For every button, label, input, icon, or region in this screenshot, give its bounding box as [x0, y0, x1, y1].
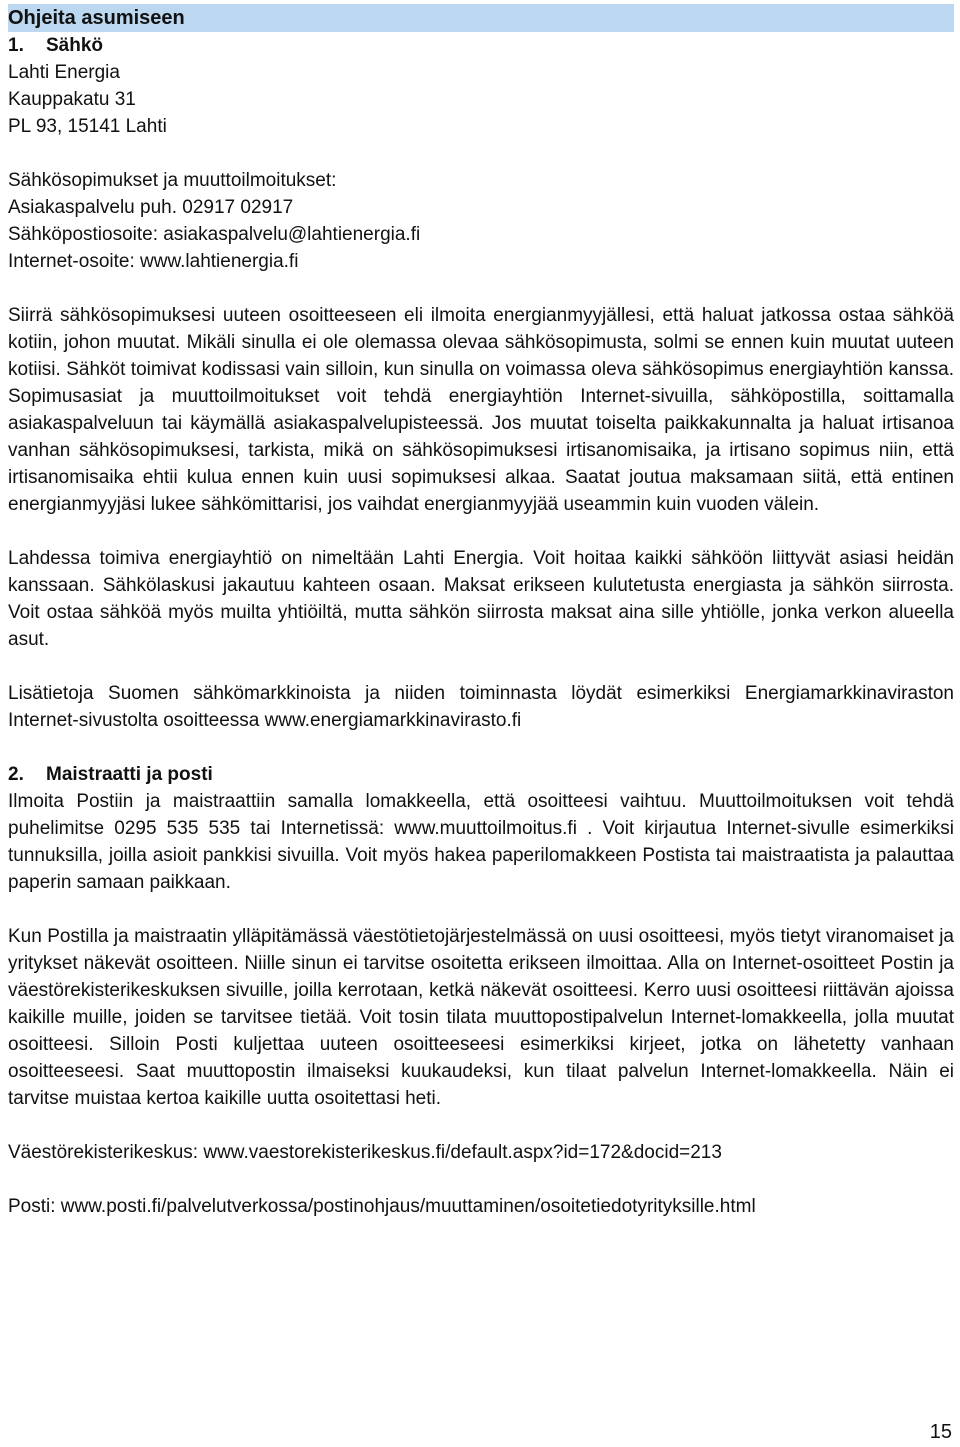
- section-1-paragraph-2: Lahdessa toimiva energiayhtiö on nimeltään Lahti Energia. Voit hoitaa kaikki sähköön liittyvät asiasi heidän kanssaan. Sähkölaskusi jakautuu kahteen osaan. Maksat erikseen kulutetusta energiasta ja sähkön siirrosta. Voit ostaa sähköä myös muilta yhtiöiltä, mutta sähkön siirrosta maksat aina sille yhtiölle, jonka verkon alueella asut.: [8, 548, 954, 650]
- section-2-title: Maistraatti ja posti: [46, 764, 213, 785]
- contact-line: Sähköpostiosoite: asiakaspalvelu@lahtienergia.fi: [8, 224, 421, 245]
- contact-line: Asiakaspalvelu puh. 02917 02917: [8, 197, 294, 218]
- section-2-paragraph-1: Ilmoita Postiin ja maistraattiin samalla lomakkeella, että osoitteesi vaihtuu. Muuttoilmoituksen voit tehdä puhelimitse 0295 535 535 tai Internetissä: www.muuttoilmoitus.fi . Voit kirjautua Internet-sivulle esimerkiksi tunnuksilla, joilla asioit pankkisi sivuilla. Voit myös hakea paperilomakkeen Postista tai maistraatista ja palauttaa paperin samaan paikkaan.: [8, 791, 954, 893]
- contact-line: Sähkösopimukset ja muuttoilmoitukset:: [8, 170, 337, 191]
- document-page: [8, 4, 954, 1220]
- vrk-link-line: Väestörekisterikeskus: www.vaestorekisterikeskus.fi/default.aspx?id=172&docid=213: [8, 1142, 722, 1163]
- contact-line: Internet-osoite: www.lahtienergia.fi: [8, 251, 299, 272]
- section-2-number: 2.: [8, 764, 24, 785]
- section-1-number: 1.: [8, 35, 24, 56]
- section-1-title: Sähkö: [46, 35, 104, 56]
- section-2-heading: [8, 761, 954, 788]
- address-line: Kauppakatu 31: [8, 89, 136, 110]
- section-2-paragraph-2: Kun Postilla ja maistraatin ylläpitämässä väestötietojärjestelmässä on uusi osoitteesi, myös tietyt viranomaiset ja yritykset näkevät osoitteen. Niille sinun ei tarvitse osoitetta erikseen ilmoittaa. Alla on Internet-osoitteet Postin ja väestörekisterikeskuksen sivuille, joilla kerrotaan, ketkä näkevät osoitteesi. Kerro uusi osoitteesi riittävän ajoissa kaikille muille, joiden se tarvitsee tietää. Voit tosin tilata muuttopostipalvelun Internet-lomakkeella, jolla muutat osoitteesi. Silloin Posti kuljettaa uuteen osoitteeseesi esimerkiksi kirjeet, jotka on lähetetty vanhaan osoitteeseesi. Saat muuttopostin ilmaiseksi kuukaudeksi, kun tilaat palvelun Internet-lomakkeella. Näin ei tarvitse muistaa kertoa kaikille uutta osoitettasi heti.: [8, 926, 954, 1109]
- page-number: 15: [929, 1421, 952, 1443]
- section-1-heading: [8, 32, 954, 59]
- posti-link-line: Posti: www.posti.fi/palvelutverkossa/postinohjaus/muuttaminen/osoitetiedotyrityksille.html: [8, 1196, 756, 1217]
- address-line: PL 93, 15141 Lahti: [8, 116, 167, 137]
- section-1-paragraph-3: Lisätietoja Suomen sähkömarkkinoista ja niiden toiminnasta löydät esimerkiksi Energiamarkkinaviraston Internet-sivustolta osoitteessa www.energiamarkkinavirasto.fi: [8, 683, 954, 731]
- page-title: Ohjeita asumiseen: [8, 4, 954, 32]
- address-line: Lahti Energia: [8, 62, 120, 83]
- section-1-paragraph-1: Siirrä sähkösopimuksesi uuteen osoitteeseen eli ilmoita energianmyyjällesi, että haluat jatkossa ostaa sähköä kotiin, johon muutat. Mikäli sinulla ei ole olemassa olevaa sähkösopimusta, solmi se ennen kuin muutat uuteen kotiisi. Sähköt toimivat kodissasi vain silloin, kun sinulla on voimassa oleva sähkösopimus energiayhtiön kanssa. Sopimusasiat ja muuttoilmoitukset voit tehdä energiayhtiön Internet-sivuilla, sähköpostilla, soittamalla asiakaspalveluun tai käymällä asiakaspalvelupisteessä. Jos muutat toiselta paikkakunnalta ja haluat irtisanoa vanhan sähkösopimuksesi, tarkista, mikä on sähkösopimuksesi irtisanomisaika, ja irtisano sopimus niin, että irtisanomisaika ehtii kulua ennen kuin uusi sopimuksesi alkaa. Saatat joutua maksamaan siitä, että entinen energianmyyjäsi lukee sähkömittarisi, jos vaihdat energianmyyjää useammin kuin vuoden välein.: [8, 305, 954, 515]
